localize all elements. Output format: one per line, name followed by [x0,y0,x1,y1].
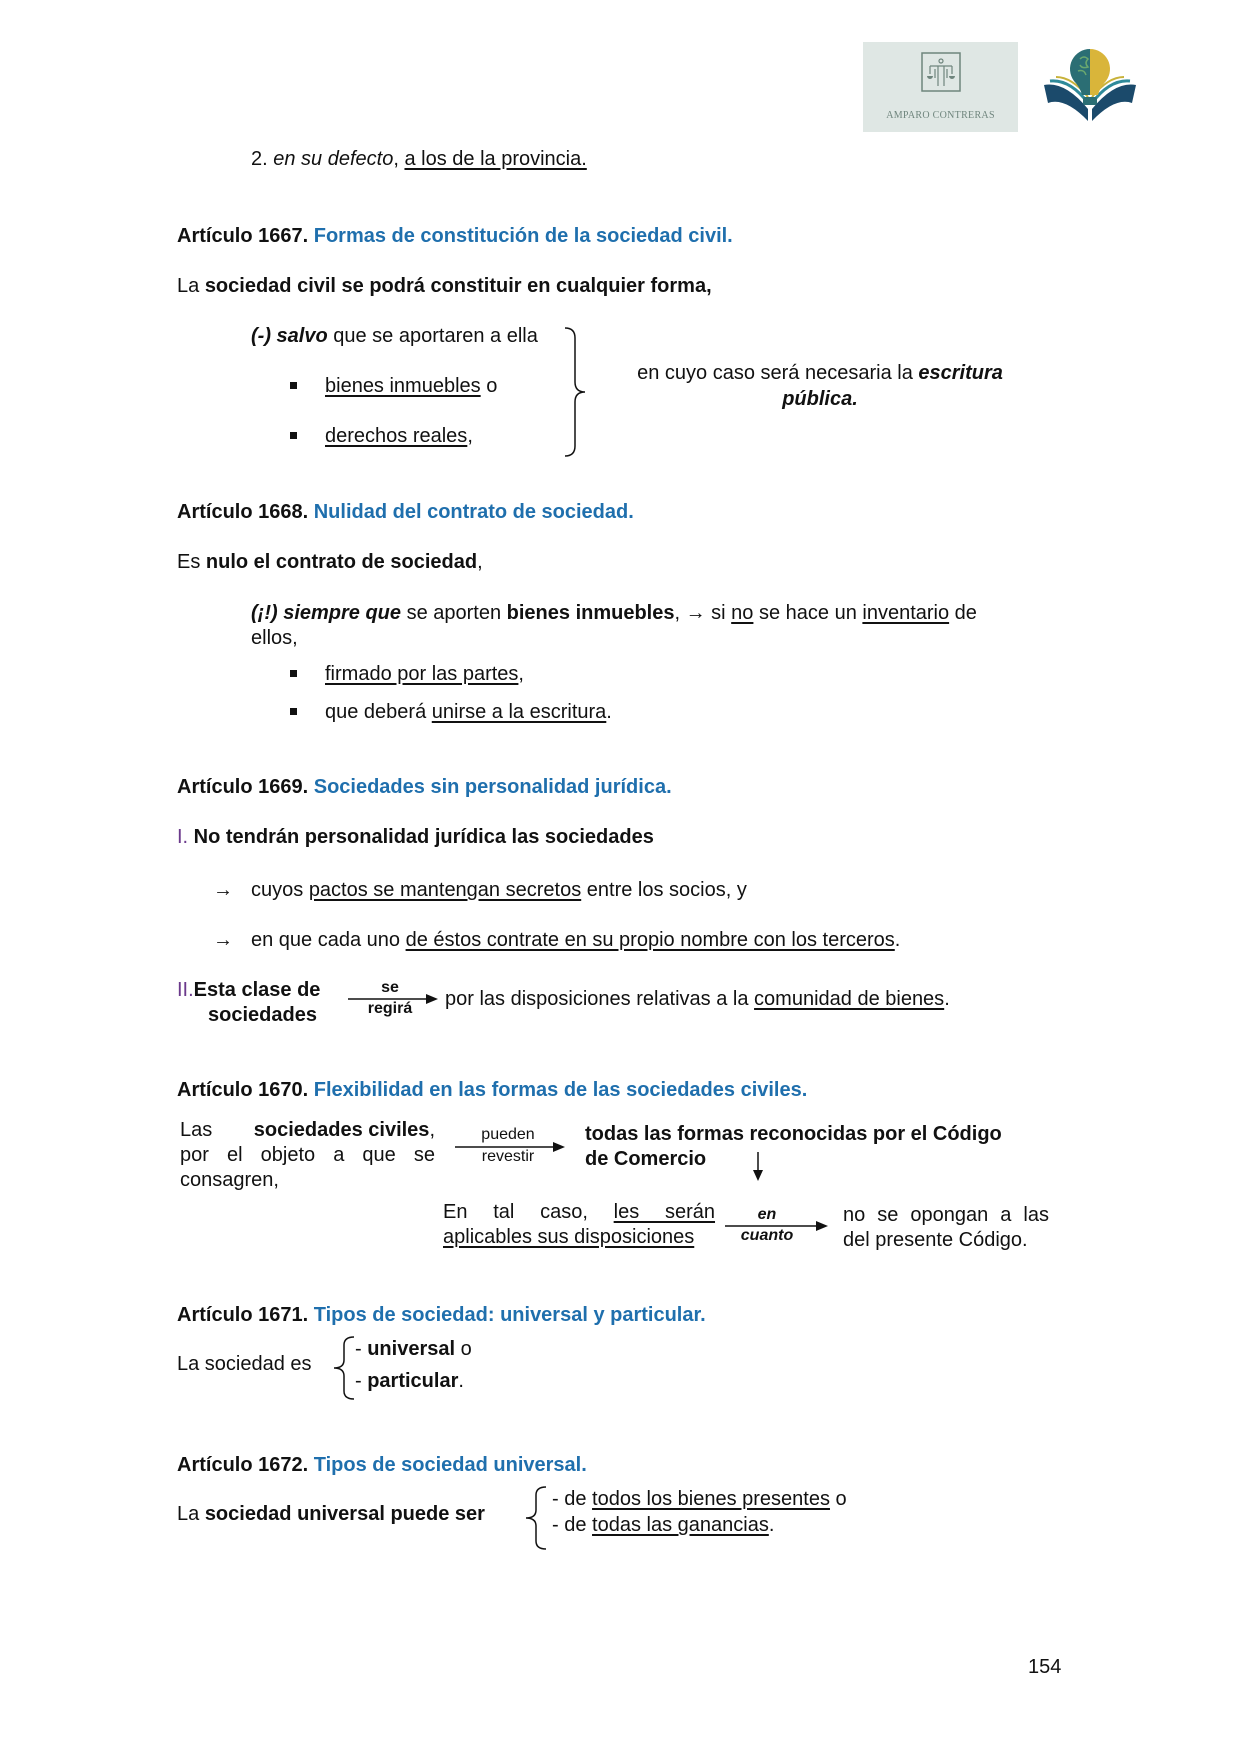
article-1667-heading: Artículo 1667. Formas de constitución de la sociedad civil. [177,225,733,247]
article-1668-statement: Es nulo el contrato de sociedad, [177,551,483,573]
arrow-label-bottom: regirá [367,1000,413,1017]
article-1667-consequence: en cuyo caso será necesaria la escritura pública. [637,362,1003,410]
list-item: bienes inmuebles o [325,375,498,397]
right-brace-icon [563,325,593,460]
article-1670-application: En tal caso, les serán aplicables sus disposiciones [443,1201,716,1248]
article-1669-paragraph-1: I. No tendrán personalidad jurídica las sociedades [177,826,654,848]
article-1670-limit: no se opongan a las del presente Código. [843,1204,1049,1251]
list-item: que deberá unirse a la escritura. [325,701,612,723]
list-item: firmado por las partes, [325,663,524,685]
right-arrow-icon: → [213,929,233,951]
bullet-icon [290,708,297,715]
bullet-icon [290,670,297,677]
article-1667-statement: La sociedad civil se podrá constituir en cualquier forma, [177,275,712,297]
article-1671-heading: Artículo 1671. Tipos de sociedad: universal y particular. [177,1304,706,1326]
article-1668-condition: (¡!) siempre que se aporten bienes inmuebles, → si no se hace un inventario de ellos, [251,602,977,649]
option-item: - universal o [355,1338,472,1360]
left-brace-icon [330,1335,356,1401]
intro-line: 2. en su defecto, a los de la provincia. [251,148,587,170]
arrow-item: → cuyos pactos se mantengan secretos entre los socios, y [213,879,747,901]
left-brace-icon [522,1485,548,1551]
bullet-icon [290,432,297,439]
arrow-label-bottom: cuanto [740,1227,794,1244]
logo-text: AMPARO CONTRERAS [886,110,995,121]
bullet-icon [290,382,297,389]
arrow-label-top: pueden [481,1126,535,1143]
arrow-item: → en que cada uno de éstos contrate en su propio nombre con los terceros. [213,929,901,951]
article-1671-lead: La sociedad es [177,1353,312,1375]
article-1668-heading: Artículo 1668. Nulidad del contrato de sociedad. [177,501,634,523]
article-1669-heading: Artículo 1669. Sociedades sin personalidad jurídica. [177,776,672,798]
option-item: - particular. [355,1370,464,1392]
list-item: derechos reales, [325,425,473,447]
amparo-contreras-logo [863,42,1018,132]
article-1670-forms: todas las formas reconocidas por el Código de Comercio [585,1123,1002,1170]
article-1672-heading: Artículo 1672. Tipos de sociedad universal. [177,1454,587,1476]
arrow-label-top: se [381,979,399,996]
article-1672-lead: La sociedad universal puede ser [177,1503,485,1525]
article-1669-paragraph-2-rest: por las disposiciones relativas a la comunidad de bienes. [445,988,950,1010]
arrow-label-top: en [757,1206,777,1223]
right-arrow-icon: → [213,879,233,901]
article-1670-subject: Las sociedades civiles, por el objeto a que se consagren, [180,1119,435,1191]
article-1669-paragraph-2: II.Esta clase de sociedades [177,979,321,1026]
scales-of-justice-icon [921,52,961,92]
arrow-label-bottom: revestir [481,1148,535,1165]
page-number: 154 [1028,1656,1062,1678]
article-1670-heading: Artículo 1670. Flexibilidad en las formas de las sociedades civiles. [177,1079,808,1101]
down-arrow-icon [752,1152,764,1182]
option-item: - de todos los bienes presentes o [552,1488,847,1510]
lightbulb-brain-book-icon [1040,45,1140,127]
option-item: - de todas las ganancias. [552,1514,775,1536]
article-1667-exception: (-) salvo que se aportaren a ella [251,325,538,347]
